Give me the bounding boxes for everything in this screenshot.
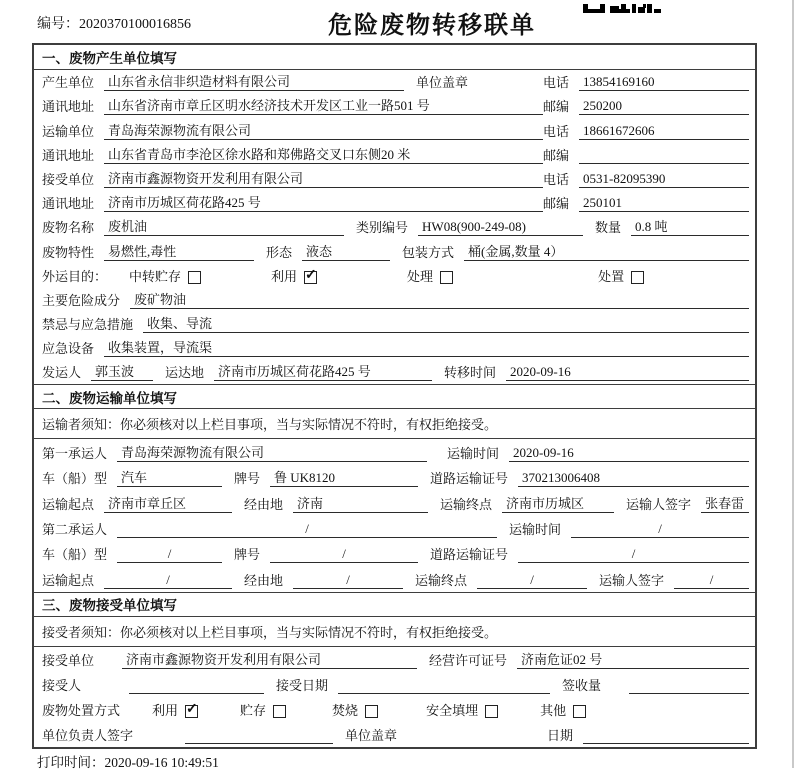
phone-label: 电话 bbox=[543, 123, 570, 139]
transporter-notice: 运输者须知：你必须核对以上栏目事项，当与实际情况不符时，有权拒绝接受。 bbox=[34, 409, 755, 439]
phone-label: 电话 bbox=[543, 171, 570, 187]
packing-label: 包装方式 bbox=[402, 244, 455, 260]
via-label: 经由地 bbox=[244, 572, 284, 588]
received-amount-label: 签收量 bbox=[562, 677, 602, 693]
purpose-option bbox=[271, 269, 317, 285]
receiver-person-value bbox=[129, 677, 264, 694]
receiving-unit-label: 接受单位 bbox=[42, 652, 95, 668]
unit-seal-label: 单位盖章 bbox=[345, 727, 398, 743]
disposal-option-label: 其他 bbox=[540, 702, 567, 718]
zip-label: 邮编 bbox=[543, 99, 570, 115]
form-state-label: 形态 bbox=[266, 244, 293, 260]
origin-label: 运输起点 bbox=[42, 496, 95, 512]
row-vehicle-1 bbox=[34, 465, 755, 490]
serial-number-line bbox=[37, 13, 191, 33]
hazard-label: 主要危险成分 bbox=[42, 292, 121, 308]
row-hazard-component bbox=[34, 288, 755, 312]
right-column-group bbox=[543, 123, 749, 140]
row-receiver-address bbox=[34, 191, 755, 215]
right-column-group bbox=[543, 147, 749, 164]
quantity-value: 0.8 吨 bbox=[631, 219, 749, 236]
producer-label: 产生单位 bbox=[42, 75, 95, 91]
purpose-option-label: 处理 bbox=[407, 268, 434, 284]
producer-value: 山东省永信非织造材料有限公司 bbox=[104, 74, 404, 91]
transporter-label: 运输单位 bbox=[42, 123, 95, 139]
row-vehicle-2 bbox=[34, 541, 755, 566]
checkbox-icon bbox=[365, 705, 378, 718]
via-value: / bbox=[293, 572, 403, 589]
zip-value bbox=[579, 147, 749, 164]
address-label: 通讯地址 bbox=[42, 147, 95, 163]
category-code-value: HW08(900-249-08) bbox=[418, 219, 583, 236]
origin-label: 运输起点 bbox=[42, 572, 95, 588]
right-column-group bbox=[543, 74, 749, 91]
receiver-value: 济南市鑫源物资开发利用有限公司 bbox=[104, 171, 543, 188]
purpose-option bbox=[407, 269, 453, 285]
receiver-notice: 接受者须知：你必须核对以上栏目事项，当与实际情况不符时，有权拒绝接受。 bbox=[34, 617, 755, 647]
receiver-label: 接受单位 bbox=[42, 171, 95, 187]
zip-value: 250200 bbox=[579, 98, 749, 115]
checkbox-icon bbox=[440, 271, 453, 284]
shipper-label: 发运人 bbox=[42, 365, 82, 381]
via-label: 经由地 bbox=[244, 496, 284, 512]
row-producer bbox=[34, 70, 755, 94]
transfer-time-label: 转移时间 bbox=[444, 365, 497, 381]
page-edge-line bbox=[792, 0, 794, 768]
purpose-option bbox=[129, 269, 201, 285]
zip-value: 250101 bbox=[579, 195, 749, 212]
transport-time-value: / bbox=[571, 521, 749, 538]
row-route-2 bbox=[34, 566, 755, 591]
road-license-value: / bbox=[518, 546, 749, 563]
print-time-label: 打印时间： bbox=[37, 755, 105, 770]
waste-name-label: 废物名称 bbox=[42, 220, 95, 236]
plate-label: 牌号 bbox=[234, 547, 261, 563]
zip-label: 邮编 bbox=[543, 196, 570, 212]
row-transporter bbox=[34, 118, 755, 142]
terminus-value: 济南市历城区 bbox=[502, 496, 614, 513]
row-responsible-signature bbox=[34, 722, 755, 747]
receive-date-value bbox=[338, 677, 550, 694]
carrier-sign-label: 运输人签字 bbox=[626, 496, 692, 512]
serial-value: 2020370100016856 bbox=[79, 17, 191, 32]
row-receiver bbox=[34, 167, 755, 191]
received-amount-value bbox=[629, 677, 749, 694]
page-title: 危险废物转移联单 bbox=[328, 13, 536, 39]
road-license-label: 道路运输证号 bbox=[430, 547, 509, 563]
row-producer-address bbox=[34, 94, 755, 118]
phone-label: 电话 bbox=[543, 75, 570, 91]
waste-name-value: 废机油 bbox=[104, 219, 344, 236]
origin-value: / bbox=[104, 572, 232, 589]
purpose-option-label: 中转贮存 bbox=[129, 268, 182, 284]
carrier-sign-value: / bbox=[674, 572, 749, 589]
transport-time-value: 2020-09-16 bbox=[509, 445, 749, 462]
address-label: 通讯地址 bbox=[42, 196, 95, 212]
taboo-value: 收集、导流 bbox=[143, 316, 749, 333]
road-license-label: 道路运输证号 bbox=[430, 471, 509, 487]
section3-header: 三、废物接受单位填写 bbox=[34, 592, 755, 617]
disposal-option bbox=[332, 703, 378, 719]
carrier-value: 青岛海荣源物流有限公司 bbox=[117, 445, 427, 462]
vehicle-type-value: 汽车 bbox=[117, 470, 222, 487]
purpose-option bbox=[598, 269, 644, 285]
print-time-value: 2020-09-16 10:49:51 bbox=[104, 755, 219, 770]
row-receiver-person bbox=[34, 672, 755, 697]
equipment-value: 收集装置，导流渠 bbox=[104, 340, 749, 357]
carrier-value: / bbox=[117, 521, 497, 538]
disposal-option bbox=[426, 703, 498, 719]
address-value: 济南市历城区荷花路425 号 bbox=[104, 195, 543, 212]
destination-label: 运达地 bbox=[165, 365, 205, 381]
print-time-line bbox=[37, 751, 219, 771]
destination-value: 济南市历城区荷花路425 号 bbox=[214, 364, 432, 381]
row-disposal-method bbox=[34, 697, 755, 722]
row-receiving-unit bbox=[34, 647, 755, 672]
row-second-carrier bbox=[34, 516, 755, 541]
terminus-label: 运输终点 bbox=[440, 496, 493, 512]
via-value: 济南 bbox=[293, 496, 428, 513]
disposal-option-label: 利用 bbox=[152, 702, 179, 718]
disposal-option-label: 贮存 bbox=[240, 702, 267, 718]
terminus-value: / bbox=[477, 572, 587, 589]
checkbox-icon bbox=[185, 705, 198, 718]
row-waste-name bbox=[34, 215, 755, 239]
qr-code-fragment-icon bbox=[583, 0, 661, 18]
quantity-label: 数量 bbox=[595, 220, 622, 236]
vehicle-type-value: / bbox=[117, 546, 222, 563]
business-license-value: 济南危证02 号 bbox=[517, 652, 749, 669]
right-column-group bbox=[543, 98, 749, 115]
transport-time-label: 运输时间 bbox=[447, 445, 500, 461]
hazardous-waste-transfer-form bbox=[32, 43, 757, 749]
checkbox-icon bbox=[188, 271, 201, 284]
property-label: 废物特性 bbox=[42, 244, 95, 260]
checkbox-icon bbox=[273, 705, 286, 718]
plate-label: 牌号 bbox=[234, 471, 261, 487]
disposal-method-label: 废物处置方式 bbox=[42, 702, 121, 718]
transport-time-label: 运输时间 bbox=[509, 522, 562, 537]
serial-label: 编号： bbox=[37, 17, 79, 32]
category-code-label: 类别编号 bbox=[356, 220, 409, 236]
responsible-sign-value bbox=[185, 727, 333, 744]
row-shipper bbox=[34, 360, 755, 384]
carrier-sign-label: 运输人签字 bbox=[599, 572, 665, 588]
packing-value: 桶(金属,数量 4） bbox=[464, 244, 749, 261]
plate-value: / bbox=[270, 546, 418, 563]
shipper-value: 郭玉波 bbox=[91, 364, 153, 381]
disposal-option-label: 安全填埋 bbox=[426, 702, 479, 718]
disposal-option bbox=[152, 703, 198, 719]
address-value: 山东省济南市章丘区明水经济技术开发区工业一路501 号 bbox=[104, 98, 543, 115]
disposal-option bbox=[240, 703, 286, 719]
vehicle-type-label: 车（船）型 bbox=[42, 547, 108, 563]
row-route-1 bbox=[34, 490, 755, 515]
receive-date-label: 接受日期 bbox=[276, 677, 329, 693]
section2-header: 二、废物运输单位填写 bbox=[34, 384, 755, 409]
row-transfer-purpose bbox=[34, 264, 755, 288]
row-transporter-address bbox=[34, 143, 755, 167]
vehicle-type-label: 车（船）型 bbox=[42, 471, 108, 487]
phone-value: 18661672606 bbox=[579, 123, 749, 140]
carrier-label: 第二承运人 bbox=[42, 522, 108, 537]
right-column-group bbox=[543, 171, 749, 188]
phone-value: 13854169160 bbox=[579, 74, 749, 91]
equipment-label: 应急设备 bbox=[42, 341, 95, 357]
checkbox-icon bbox=[573, 705, 586, 718]
checkbox-icon bbox=[304, 271, 317, 284]
transporter-value: 青岛海荣源物流有限公司 bbox=[104, 123, 543, 140]
date-label: 日期 bbox=[547, 727, 574, 743]
origin-value: 济南市章丘区 bbox=[104, 496, 232, 513]
row-first-carrier bbox=[34, 439, 755, 464]
address-value: 山东省青岛市李沧区徐水路和郑佛路交叉口东侧20 米 bbox=[104, 147, 543, 164]
form-state-value: 液态 bbox=[302, 244, 390, 261]
receiving-unit-value: 济南市鑫源物资开发利用有限公司 bbox=[122, 652, 417, 669]
plate-value: 鲁 UK8120 bbox=[270, 470, 418, 487]
hazard-value: 废矿物油 bbox=[130, 292, 749, 309]
checkbox-icon bbox=[631, 271, 644, 284]
disposal-option-label: 焚烧 bbox=[332, 702, 359, 718]
taboo-label: 禁忌与应急措施 bbox=[42, 317, 134, 333]
business-license-label: 经营许可证号 bbox=[429, 652, 508, 668]
terminus-label: 运输终点 bbox=[415, 572, 468, 588]
row-waste-property bbox=[34, 239, 755, 263]
receiver-person-label: 接受人 bbox=[42, 677, 82, 693]
unit-seal-label: 单位盖章 bbox=[416, 75, 469, 91]
responsible-sign-label: 单位负责人签字 bbox=[42, 727, 134, 743]
address-label: 通讯地址 bbox=[42, 99, 95, 115]
right-column-group bbox=[543, 195, 749, 212]
carrier-label: 第一承运人 bbox=[42, 445, 108, 461]
property-value: 易燃性,毒性 bbox=[104, 244, 254, 261]
disposal-option bbox=[540, 703, 586, 719]
row-taboo-measures bbox=[34, 312, 755, 336]
zip-label: 邮编 bbox=[543, 147, 570, 163]
row-emergency-equipment bbox=[34, 336, 755, 360]
transfer-time-value: 2020-09-16 bbox=[506, 364, 749, 381]
purpose-option-label: 处置 bbox=[598, 268, 625, 284]
section1-header: 一、废物产生单位填写 bbox=[34, 45, 755, 70]
purpose-option-label: 利用 bbox=[271, 268, 298, 284]
purpose-label: 外运目的： bbox=[42, 268, 108, 284]
carrier-sign-value: 张春雷 bbox=[701, 496, 749, 513]
date-value bbox=[583, 727, 749, 744]
phone-value: 0531-82095390 bbox=[579, 171, 749, 188]
checkbox-icon bbox=[485, 705, 498, 718]
road-license-value: 370213006408 bbox=[518, 470, 749, 487]
